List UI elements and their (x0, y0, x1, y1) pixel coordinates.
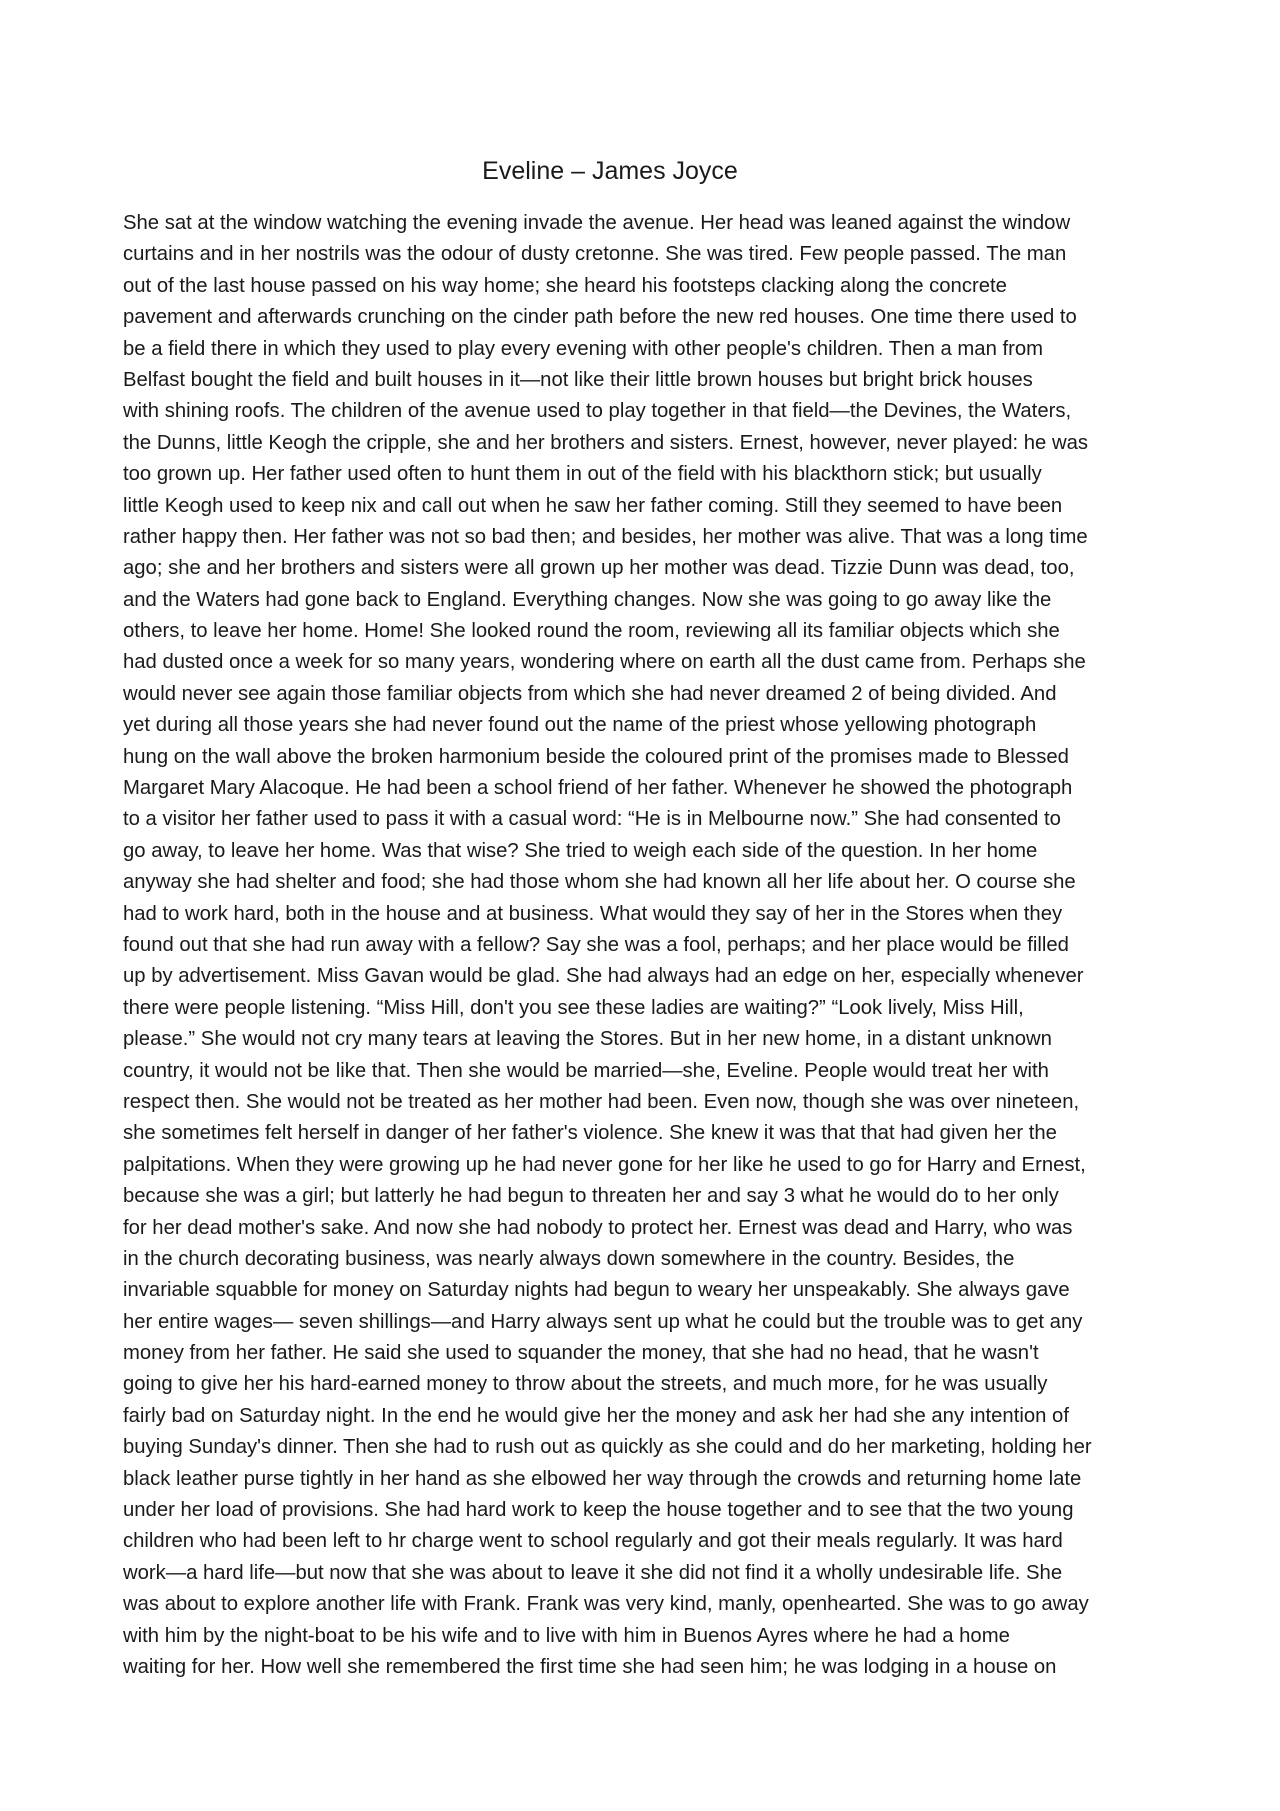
body-line: under her load of provisions. She had hard work to keep the house together and to see that the two young (123, 1499, 1074, 1522)
body-line: work—a hard life—but now that she was about to leave it she did not find it a wholly undesirable life. She (123, 1561, 1063, 1584)
body-line: country, it would not be like that. Then she would be married—she, Eveline. People would treat her with (123, 1059, 1049, 1082)
body-line: buying Sunday's dinner. Then she had to rush out as quickly as she could and do her marketing, holding her (123, 1436, 1092, 1459)
body-line: was about to explore another life with Frank. Frank was very kind, manly, openhearted. She was to go away (123, 1593, 1089, 1616)
body-line: go away, to leave her home. Was that wise? She tried to weigh each side of the question. In her home (123, 839, 1038, 862)
body-line: be a field there in which they used to play every evening with other people's children. Then a man from (123, 337, 1044, 360)
body-line: yet during all those years she had never found out the name of the priest whose yellowing photograph (123, 714, 1037, 737)
body-line: to a visitor her father used to pass it with a casual word: “He is in Melbourne now.” She had consented to (123, 808, 1061, 831)
body-line: found out that she had run away with a fellow? Say she was a fool, perhaps; and her place would be filled (123, 933, 1069, 956)
body-line: rather happy then. Her father was not so bad then; and besides, her mother was alive. That was a long time (123, 525, 1088, 548)
document-body (123, 208, 1183, 1683)
body-line: children who had been left to hr charge went to school regularly and got their meals regularly. It was hard (123, 1530, 1063, 1553)
body-line: little Keogh used to keep nix and call out when he saw her father coming. Still they seemed to have been (123, 494, 1063, 517)
body-line: waiting for her. How well she remembered the first time she had seen him; he was lodging in a house on (123, 1655, 1057, 1678)
body-line: the Dunns, little Keogh the cripple, she and her brothers and sisters. Ernest, however, never played: he was (123, 431, 1089, 454)
body-line: hung on the wall above the broken harmonium beside the coloured print of the promises made to Blessed (123, 745, 1069, 768)
body-line: had to work hard, both in the house and at business. What would they say of her in the Stores when they (123, 902, 1063, 925)
body-line: would never see again those familiar objects from which she had never dreamed 2 of being divided. And (123, 682, 1057, 705)
body-line: for her dead mother's sake. And now she had nobody to protect her. Ernest was dead and Harry, who was (123, 1216, 1073, 1239)
body-line: invariable squabble for money on Saturday nights had begun to weary her unspeakably. She always gave (123, 1279, 1070, 1302)
body-line: with shining roofs. The children of the avenue used to play together in that field—the Devines, the Waters, (123, 400, 1072, 423)
body-line: curtains and in her nostrils was the odour of dusty cretonne. She was tired. Few people passed. The man (123, 243, 1067, 266)
body-line: she sometimes felt herself in danger of her father's violence. She knew it was that that had given her the (123, 1122, 1057, 1145)
body-line: too grown up. Her father used often to hunt them in out of the field with his blackthorn stick; but usually (123, 463, 1042, 486)
body-line: going to give her his hard-earned money to throw about the streets, and much more, for he was usually (123, 1373, 1048, 1396)
body-line: in the church decorating business, was nearly always down somewhere in the country. Besides, the (123, 1247, 1015, 1270)
body-line: had dusted once a week for so many years, wondering where on earth all the dust came from. Perhaps she (123, 651, 1086, 674)
body-line: Margaret Mary Alacoque. He had been a school friend of her father. Whenever he showed the photograph (123, 777, 1073, 800)
body-line: She sat at the window watching the evening invade the avenue. Her head was leaned against the window (123, 212, 1071, 234)
body-line: because she was a girl; but latterly he had begun to threaten her and say 3 what he would do to her only (123, 1185, 1059, 1208)
body-line: please.” She would not cry many tears at leaving the Stores. But in her new home, in a distant unknown (123, 1028, 1052, 1051)
body-line: fairly bad on Saturday night. In the end he would give her the money and ask her had she any intention of (123, 1404, 1069, 1427)
body-line: out of the last house passed on his way home; she heard his footsteps clacking along the concrete (123, 274, 1007, 297)
body-line: others, to leave her home. Home! She looked round the room, reviewing all its familiar objects which she (123, 620, 1060, 643)
body-line: palpitations. When they were growing up he had never gone for her like he used to go for Harry and Ernest, (123, 1153, 1086, 1176)
body-line: anyway she had shelter and food; she had those whom she had known all her life about her. O course she (123, 871, 1076, 894)
body-line: black leather purse tightly in her hand as she elbowed her way through the crowds and returning home late (123, 1467, 1082, 1490)
body-line: respect then. She would not be treated as her mother had been. Even now, though she was over nineteen, (123, 1090, 1080, 1113)
body-line: ago; she and her brothers and sisters were all grown up her mother was dead. Tizzie Dunn was dead, too, (123, 557, 1075, 580)
body-line: with him by the night-boat to be his wife and to live with him in Buenos Ayres where he had a home (123, 1624, 1010, 1647)
document-title: Eveline – James Joyce (482, 157, 738, 185)
body-line: her entire wages— seven shillings—and Harry always sent up what he could but the trouble was to get any (123, 1310, 1083, 1333)
body-line: up by advertisement. Miss Gavan would be glad. She had always had an edge on her, especially whenever (123, 965, 1084, 988)
body-line: and the Waters had gone back to England. Everything changes. Now she was going to go away like the (123, 588, 1052, 611)
body-line: Belfast bought the field and built houses in it—not like their little brown houses but bright brick houses (123, 368, 1033, 391)
body-line: pavement and afterwards crunching on the cinder path before the new red houses. One time there used to (123, 306, 1077, 329)
body-line: there were people listening. “Miss Hill, don't you see these ladies are waiting?” “Look lively, Miss Hill, (123, 996, 1024, 1019)
body-line: money from her father. He said she used to squander the money, that she had no head, that he wasn't (123, 1342, 1039, 1365)
